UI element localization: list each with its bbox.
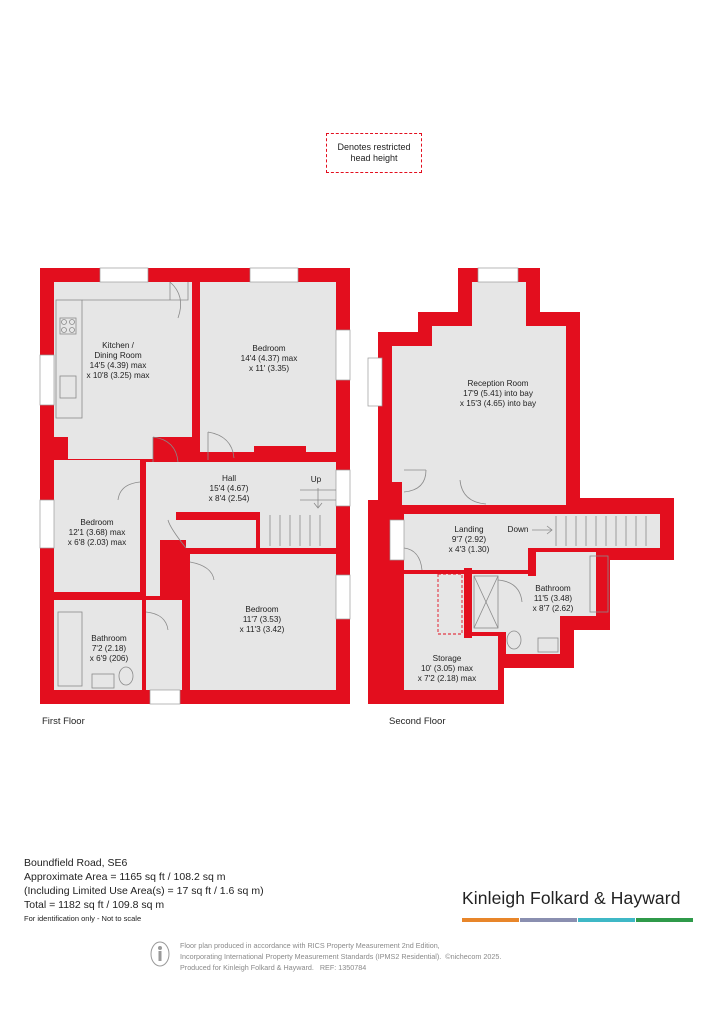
window-reception-side: [368, 358, 382, 406]
footer-line-3: Produced for Kinleigh Folkard & Hayward.: [180, 963, 314, 972]
front-door-opening: [150, 690, 180, 704]
bathroom-first-dim-2: x 6'9 (206): [89, 654, 129, 663]
landing-dim-1: 9'7 (2.92): [451, 535, 487, 544]
window-bedroom-right: [336, 575, 350, 619]
landing-wall: [402, 506, 568, 514]
footer-ref: REF: 1350784: [319, 963, 367, 972]
storage-dim-1: 10' (3.05) max: [420, 664, 474, 673]
bedroom-right-dim-1: 11'7 (3.53): [242, 615, 282, 624]
reception-label: Reception Room: [467, 379, 529, 388]
footer-line-2: Incorporating International Property Measurement Standards (IPMS2 Residential).: [180, 952, 442, 961]
hall-dim-1: 15'4 (4.67): [209, 484, 249, 493]
storage-dim-2: x 7'2 (2.18) max: [417, 674, 477, 683]
hall-label: Hall: [221, 474, 237, 483]
approximate-area: Approximate Area = 1165 sq ft / 108.2 sq m: [24, 871, 226, 883]
brand-bar-lavender: [520, 918, 577, 922]
bathroom-second-dim-1: 11'5 (3.48): [533, 594, 573, 603]
window-landing: [390, 520, 404, 560]
hall-dim-2: x 8'4 (2.54): [208, 494, 250, 503]
landing-dim-2: x 4'3 (1.30): [448, 545, 490, 554]
bathroom-wall: [528, 548, 536, 576]
window-kitchen: [100, 268, 148, 282]
legend-line-2: head height: [350, 153, 398, 163]
bedroom-right-dim-2: x 11'3 (3.42): [239, 625, 285, 634]
window-hall: [336, 470, 350, 506]
bedroom-top-label: Bedroom: [252, 344, 286, 353]
total-area: Total = 1182 sq ft / 109.8 sq m: [24, 899, 165, 911]
window-bedroom-top: [250, 268, 298, 282]
kitchen-label-2: Dining Room: [94, 351, 142, 360]
limited-use-area: (Including Limited Use Area(s) = 17 sq ft / 1.6 sq m): [24, 885, 264, 897]
bedroom-top-dim-1: 14'4 (4.37) max: [240, 354, 298, 363]
brand-logo-text: Kinleigh Folkard & Hayward: [462, 888, 681, 908]
second-floor-label: Second Floor: [389, 716, 446, 727]
reception-dim-1: 17'9 (5.41) into bay: [463, 389, 533, 398]
landing-label: Landing: [454, 525, 484, 534]
room-hall-lower: [146, 600, 182, 690]
bathroom-second-label: Bathroom: [535, 584, 571, 593]
bedroom-top-dim-2: x 11' (3.35): [248, 364, 290, 373]
footer-copyright: ©nichecom 2025.: [445, 952, 502, 961]
bathroom-first-dim-1: 7'2 (2.18): [91, 644, 127, 653]
window-kitchen-side: [40, 355, 54, 405]
window-bedroom-top-side: [336, 330, 350, 380]
kitchen-label-1: Kitchen /: [102, 341, 134, 350]
window-bedroom-left: [40, 500, 54, 548]
brand-bar-green: [636, 918, 693, 922]
footer-line-1: Floor plan produced in accordance with RICS Property Measurement 2nd Edition,: [180, 941, 440, 950]
bedroom-left-label: Bedroom: [80, 518, 114, 527]
first-floor-label: First Floor: [42, 716, 85, 727]
kitchen-dim-2: x 10'8 (3.25) max: [86, 371, 150, 380]
bedroom-left-dim-1: 12'1 (3.68) max: [68, 528, 126, 537]
stair-up-label: Up: [310, 475, 322, 484]
legend-line-1: Denotes restricted: [337, 142, 411, 152]
kitchen-dim-1: 14'5 (4.39) max: [89, 361, 147, 370]
room-stair-bay: [260, 512, 336, 548]
scale-disclaimer: For identification only - Not to scale: [24, 914, 142, 923]
stair-down-label: Down: [507, 525, 529, 534]
rics-person-icon: [150, 941, 170, 967]
storage-wall: [464, 568, 472, 638]
hall-partition: [176, 512, 260, 520]
brand-bar-teal: [578, 918, 635, 922]
property-address: Boundfield Road, SE6: [24, 857, 128, 869]
bedroom-right-label: Bedroom: [245, 605, 279, 614]
bedroom-left-dim-2: x 6'8 (2.03) max: [67, 538, 127, 547]
bathroom-second-dim-2: x 8'7 (2.62): [532, 604, 574, 613]
storage-label: Storage: [432, 654, 462, 663]
bathroom-first-label: Bathroom: [91, 634, 127, 643]
chimney-breast: [254, 446, 306, 460]
brand-bar-orange: [462, 918, 519, 922]
window-reception-bay: [478, 268, 518, 282]
footer-notes: [180, 940, 501, 973]
first-floor-plan: [40, 268, 350, 727]
property-info: [24, 856, 264, 926]
reception-dim-2: x 15'3 (4.65) into bay: [459, 399, 537, 408]
second-floor-plan: [368, 268, 674, 727]
